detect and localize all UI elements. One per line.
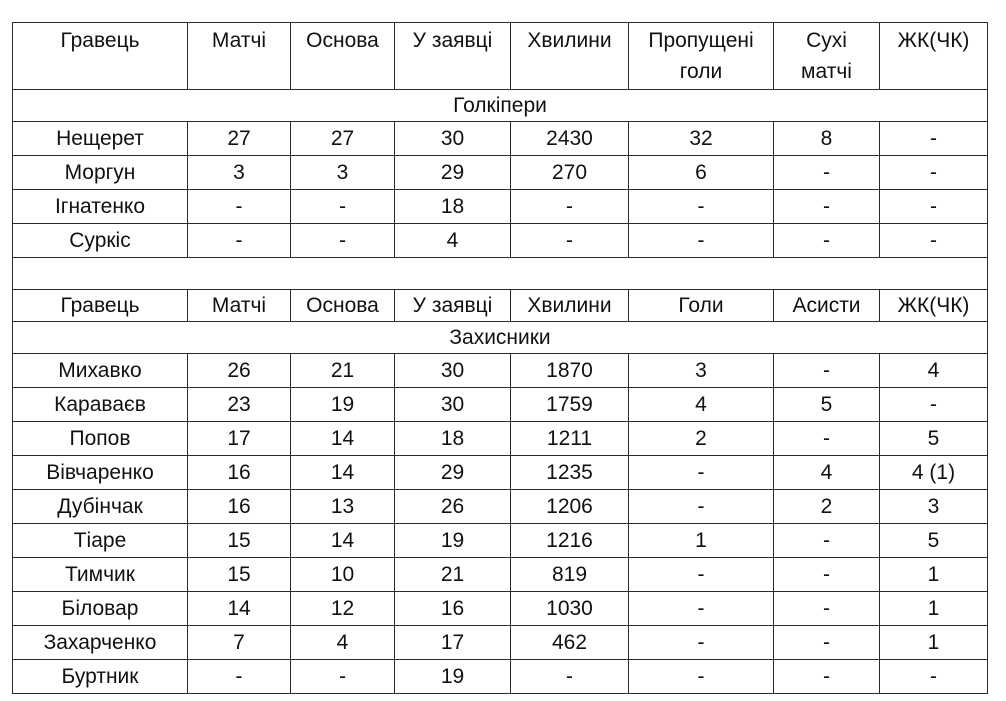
stat-cell: -	[629, 626, 774, 660]
stat-cell: 26	[395, 490, 511, 524]
table-row	[13, 156, 988, 190]
stat-cell: 23	[188, 388, 291, 422]
stat-cell: 4 (1)	[880, 456, 988, 490]
stat-cell: -	[774, 156, 880, 190]
table-body	[13, 23, 988, 694]
column-header: Голи	[629, 290, 774, 322]
stat-cell: -	[774, 224, 880, 258]
table-row	[13, 354, 988, 388]
stat-cell: 4	[880, 354, 988, 388]
player-name-cell: Попов	[13, 422, 188, 456]
table-row	[13, 558, 988, 592]
player-name-cell: Біловар	[13, 592, 188, 626]
player-name-cell: Моргун	[13, 156, 188, 190]
stat-cell: 3	[291, 156, 395, 190]
stat-cell: -	[511, 190, 629, 224]
table-row	[13, 592, 988, 626]
column-header: Матчі	[188, 290, 291, 322]
stat-cell: 27	[291, 122, 395, 156]
stat-cell: 17	[188, 422, 291, 456]
stat-cell: 32	[629, 122, 774, 156]
goalkeepers-section-row	[13, 90, 988, 122]
stat-cell: 14	[291, 422, 395, 456]
stat-cell: 14	[291, 456, 395, 490]
stat-cell: -	[880, 122, 988, 156]
stat-cell: 21	[291, 354, 395, 388]
stat-cell: 19	[291, 388, 395, 422]
column-header: У заявці	[395, 23, 511, 90]
stat-cell: -	[629, 490, 774, 524]
stat-cell: -	[880, 224, 988, 258]
stat-cell: 16	[188, 456, 291, 490]
stat-cell: -	[774, 354, 880, 388]
stat-cell: 15	[188, 524, 291, 558]
stat-cell: 3	[629, 354, 774, 388]
table-row	[13, 190, 988, 224]
stat-cell: -	[880, 388, 988, 422]
defenders-header-row	[13, 290, 988, 322]
section-title: Захисники	[13, 322, 988, 354]
column-header: Основа	[291, 290, 395, 322]
stat-cell: 6	[629, 156, 774, 190]
table-row	[13, 224, 988, 258]
stat-cell: -	[774, 626, 880, 660]
stat-cell: 30	[395, 122, 511, 156]
stat-cell: 18	[395, 422, 511, 456]
stat-cell: 5	[880, 524, 988, 558]
stat-cell: -	[188, 660, 291, 694]
stat-cell: 29	[395, 156, 511, 190]
stat-cell: -	[511, 224, 629, 258]
stat-cell: 16	[395, 592, 511, 626]
table-row	[13, 388, 988, 422]
stat-cell: -	[774, 190, 880, 224]
stat-cell: 4	[395, 224, 511, 258]
stat-cell: -	[629, 558, 774, 592]
column-header: Основа	[291, 23, 395, 90]
column-header: Гравець	[13, 290, 188, 322]
table-row	[13, 524, 988, 558]
stat-cell: 1	[880, 592, 988, 626]
stat-cell: -	[188, 190, 291, 224]
stat-cell: 30	[395, 388, 511, 422]
stat-cell: 17	[395, 626, 511, 660]
stat-cell: 3	[880, 490, 988, 524]
stat-cell: 1	[629, 524, 774, 558]
player-name-cell: Караваєв	[13, 388, 188, 422]
stat-cell: -	[629, 592, 774, 626]
stat-cell: -	[629, 190, 774, 224]
stat-cell: -	[629, 456, 774, 490]
stat-cell: -	[511, 660, 629, 694]
defenders-section-row	[13, 322, 988, 354]
section-title: Голкіпери	[13, 90, 988, 122]
player-name-cell: Захарченко	[13, 626, 188, 660]
stat-cell: 14	[188, 592, 291, 626]
column-header: ЖК(ЧК)	[880, 290, 988, 322]
stat-cell: -	[291, 660, 395, 694]
stat-cell: 1235	[511, 456, 629, 490]
player-name-cell: Дубінчак	[13, 490, 188, 524]
stat-cell: 5	[880, 422, 988, 456]
stat-cell: 462	[511, 626, 629, 660]
stat-cell: 4	[629, 388, 774, 422]
stat-cell: -	[880, 156, 988, 190]
column-header: Пропущені голи	[629, 23, 774, 90]
column-header: Сухі матчі	[774, 23, 880, 90]
stat-cell: 19	[395, 524, 511, 558]
player-name-cell: Суркіс	[13, 224, 188, 258]
stat-cell: 4	[291, 626, 395, 660]
stat-cell: 29	[395, 456, 511, 490]
stat-cell: -	[629, 660, 774, 694]
stat-cell: -	[188, 224, 291, 258]
player-name-cell: Тимчик	[13, 558, 188, 592]
stat-cell: 18	[395, 190, 511, 224]
column-header: Хвилини	[511, 290, 629, 322]
column-header: Асисти	[774, 290, 880, 322]
player-name-cell: Нещерет	[13, 122, 188, 156]
stat-cell: 16	[188, 490, 291, 524]
stat-cell: 5	[774, 388, 880, 422]
player-name-cell: Михавко	[13, 354, 188, 388]
column-header: Матчі	[188, 23, 291, 90]
spacer-row	[13, 258, 988, 290]
table-row	[13, 626, 988, 660]
table-row	[13, 660, 988, 694]
stat-cell: 30	[395, 354, 511, 388]
stat-cell: 19	[395, 660, 511, 694]
stat-cell: 12	[291, 592, 395, 626]
stat-cell: 26	[188, 354, 291, 388]
stat-cell: 1030	[511, 592, 629, 626]
stat-cell: 8	[774, 122, 880, 156]
column-header: Хвилини	[511, 23, 629, 90]
column-header: У заявці	[395, 290, 511, 322]
stat-cell: -	[774, 422, 880, 456]
stat-cell: 27	[188, 122, 291, 156]
stat-cell: 1	[880, 558, 988, 592]
stat-cell: -	[774, 592, 880, 626]
stat-cell: 3	[188, 156, 291, 190]
player-name-cell: Ігнатенко	[13, 190, 188, 224]
stat-cell: 10	[291, 558, 395, 592]
stat-cell: -	[880, 190, 988, 224]
player-name-cell: Вівчаренко	[13, 456, 188, 490]
stat-cell: 21	[395, 558, 511, 592]
stat-cell: 1216	[511, 524, 629, 558]
stat-cell: 14	[291, 524, 395, 558]
stat-cell: -	[774, 660, 880, 694]
stat-cell: -	[774, 558, 880, 592]
stat-cell: 7	[188, 626, 291, 660]
stat-cell: 2430	[511, 122, 629, 156]
goalkeepers-header-row	[13, 23, 988, 90]
stat-cell: -	[629, 224, 774, 258]
table-row	[13, 122, 988, 156]
table-row	[13, 422, 988, 456]
column-header: ЖК(ЧК)	[880, 23, 988, 90]
stat-cell: -	[774, 524, 880, 558]
column-header: Гравець	[13, 23, 188, 90]
table-row	[13, 456, 988, 490]
player-name-cell: Тіаре	[13, 524, 188, 558]
stat-cell: 2	[774, 490, 880, 524]
stat-cell: 1	[880, 626, 988, 660]
stat-cell: 270	[511, 156, 629, 190]
empty-cell	[13, 258, 988, 290]
stat-cell: 819	[511, 558, 629, 592]
stat-cell: 13	[291, 490, 395, 524]
stat-cell: -	[880, 660, 988, 694]
stat-cell: 1206	[511, 490, 629, 524]
stat-cell: 1211	[511, 422, 629, 456]
player-stats-table	[12, 22, 988, 694]
player-name-cell: Буртник	[13, 660, 188, 694]
stat-cell: 1759	[511, 388, 629, 422]
table-row	[13, 490, 988, 524]
stat-cell: -	[291, 224, 395, 258]
stat-cell: -	[291, 190, 395, 224]
stat-cell: 1870	[511, 354, 629, 388]
stat-cell: 15	[188, 558, 291, 592]
stat-cell: 2	[629, 422, 774, 456]
stat-cell: 4	[774, 456, 880, 490]
